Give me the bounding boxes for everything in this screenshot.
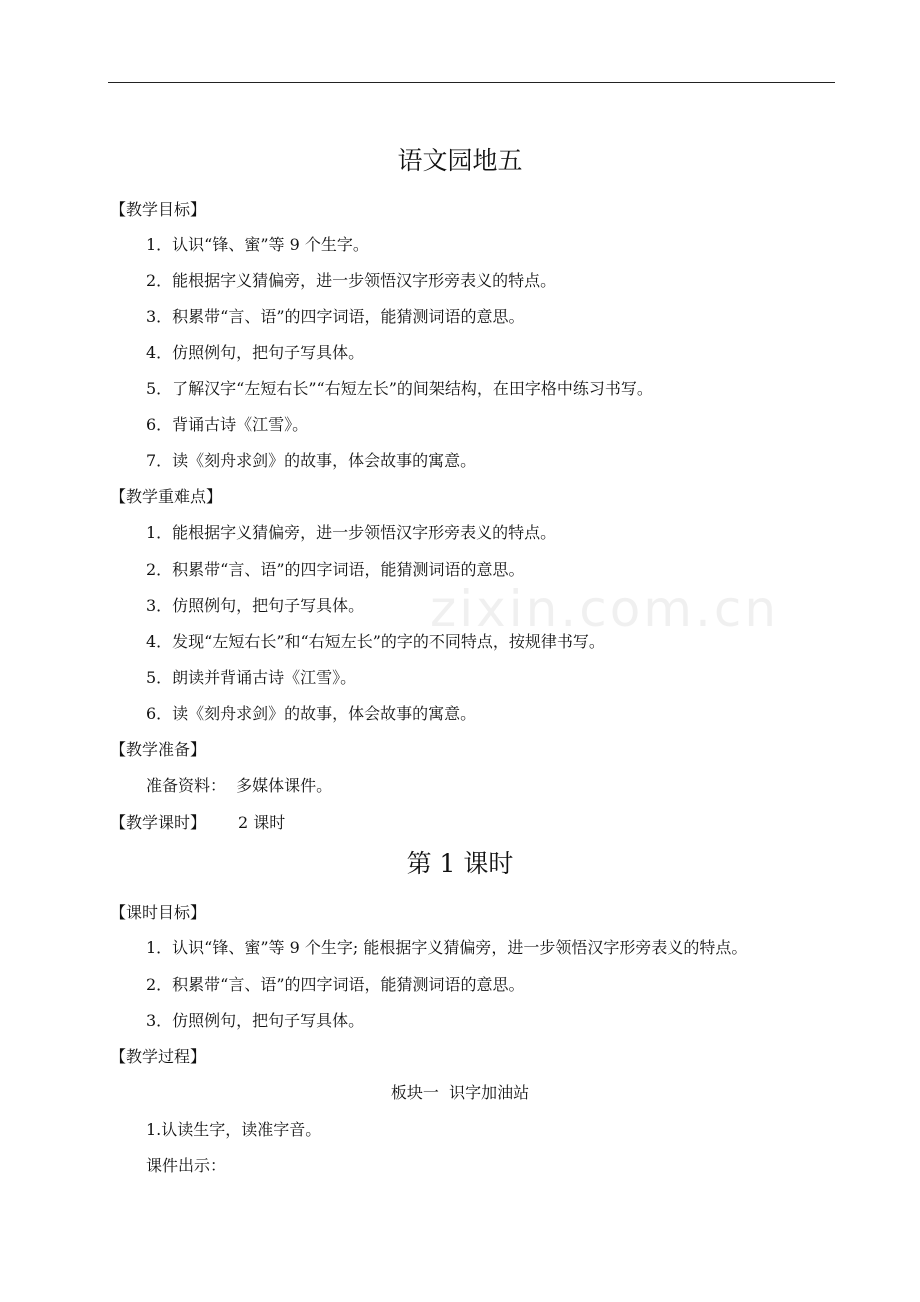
keypoint-item: 4．发现“左短右长”和“右短左长”的字的不同特点，按规律书写。	[146, 632, 605, 651]
hours-heading: 【教学课时】	[110, 813, 207, 832]
header-rule	[108, 82, 835, 83]
hours-value: 2 课时	[238, 813, 286, 832]
goal-item: 5．了解汉字“左短右长”“右短左长”的间架结构，在田字格中练习书写。	[146, 379, 653, 398]
prep-heading: 【教学准备】	[110, 740, 207, 759]
block-title: 板块一 识字加油站	[390, 1083, 530, 1102]
keypoint-item: 6．读《刻舟求剑》的故事，体会故事的寓意。	[146, 704, 477, 723]
keypoint-item: 5．朗读并背诵古诗《江雪》。	[146, 668, 357, 687]
lesson-goals-heading: 【课时目标】	[110, 903, 207, 922]
keypoint-item: 1．能根据字义猜偏旁，进一步领悟汉字形旁表义的特点。	[146, 523, 557, 542]
goals-heading: 【教学目标】	[110, 200, 207, 219]
goal-item: 1．认识“锋、蜜”等 9 个生字。	[146, 235, 369, 254]
prep-text: 准备资料： 多媒体课件。	[146, 776, 333, 795]
lesson-goal-item: 2．积累带“言、语”的四字词语，能猜测词语的意思。	[146, 975, 525, 994]
lesson-title: 第 1 课时	[406, 849, 514, 878]
process-step: 课件出示：	[146, 1156, 227, 1175]
page-title: 语文园地五	[397, 146, 523, 175]
keypoint-item: 2．积累带“言、语”的四字词语，能猜测词语的意思。	[146, 560, 525, 579]
goal-item: 4．仿照例句，把句子写具体。	[146, 343, 365, 362]
watermark: zixin.com.cn	[430, 580, 780, 638]
keypoint-item: 3．仿照例句，把句子写具体。	[146, 596, 365, 615]
lesson-goal-item: 3．仿照例句，把句子写具体。	[146, 1011, 365, 1030]
goal-item: 2．能根据字义猜偏旁，进一步领悟汉字形旁表义的特点。	[146, 271, 557, 290]
goal-item: 3．积累带“言、语”的四字词语，能猜测词语的意思。	[146, 307, 525, 326]
keypoints-heading: 【教学重难点】	[110, 487, 223, 506]
lesson-goal-item: 1．认识“锋、蜜”等 9 个生字; 能根据字义猜偏旁，进一步领悟汉字形旁表义的特点。	[146, 938, 748, 957]
goal-item: 7．读《刻舟求剑》的故事，体会故事的寓意。	[146, 451, 477, 470]
process-step: 1.认读生字，读准字音。	[146, 1120, 322, 1139]
goal-item: 6．背诵古诗《江雪》。	[146, 415, 309, 434]
process-heading: 【教学过程】	[110, 1047, 207, 1066]
